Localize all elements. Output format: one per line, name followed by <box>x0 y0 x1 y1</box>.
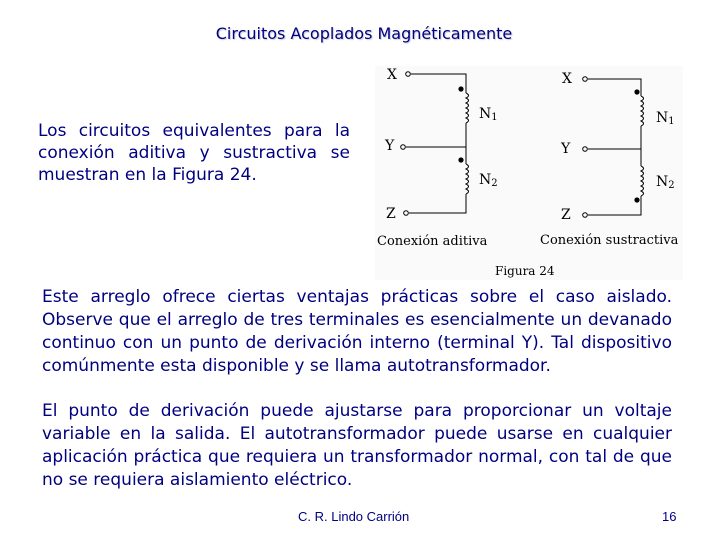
wire-z-left <box>409 194 466 213</box>
terminal-y-right-node <box>583 147 588 152</box>
coil-n1-left <box>466 93 469 123</box>
footer-author: C. R. Lindo Carrión <box>298 509 410 524</box>
caption-sustractiva: Conexión sustractiva <box>540 233 679 248</box>
label-n2-right: N2 <box>656 174 675 191</box>
label-z-right: Z <box>561 207 571 223</box>
label-y-left: Y <box>385 138 395 154</box>
label-z-left: Z <box>386 206 396 222</box>
coil-n2-right <box>641 166 644 196</box>
coil-n2-left <box>466 164 469 194</box>
coil-n1-right <box>641 96 644 126</box>
autotransformer-diagram <box>375 66 683 280</box>
intro-text: Los circuitos equivalentes para la conexión aditiva y sustractiva se muestran en la Figura 24. <box>38 121 350 185</box>
terminal-x-right-node <box>583 77 588 82</box>
wire-x-left <box>411 74 466 93</box>
label-n2-left: N2 <box>479 172 498 189</box>
page-number: 16 <box>662 509 677 524</box>
paragraph-variable-voltage: El punto de derivación puede ajustarse para proporcionar un voltaje variable en la salida. El autotransformador puede usarse en cualquier aplicación práctica que requiera un transformador normal, con tal de que no se requiera aislamiento eléctrico. <box>42 401 672 490</box>
terminal-z-right-node <box>583 213 588 218</box>
figure-label: Figura 24 <box>495 264 555 278</box>
figure-24 <box>375 66 683 280</box>
label-n1-left: N1 <box>479 106 498 123</box>
slide-title: Circuitos Acoplados Magnéticamente <box>215 24 513 43</box>
caption-aditiva: Conexión aditiva <box>377 234 488 249</box>
polarity-dot-n1-left <box>458 86 463 91</box>
label-y-right: Y <box>561 141 571 157</box>
label-x-left: X <box>387 67 397 83</box>
polarity-dot-n1-right <box>634 89 639 94</box>
terminal-y-left-node <box>401 145 406 150</box>
label-x-right: X <box>562 71 572 87</box>
paragraph-autotransformer: Este arreglo ofrece ciertas ventajas prácticas sobre el caso aislado. Observe que el arreglo de tres terminales es esencialmente un devanado continuo con un punto de derivación interno (terminal Y). Tal dispositivo comúnmente esta disponible y se llama autotransformador. <box>42 287 672 376</box>
polarity-dot-n2-left <box>458 157 463 162</box>
terminal-x-left-node <box>406 72 411 77</box>
terminal-z-left-node <box>404 211 409 216</box>
wire-z-right <box>588 196 641 215</box>
label-n1-right: N1 <box>656 110 675 127</box>
wire-x-right <box>588 79 641 96</box>
polarity-dot-n2-right <box>634 197 639 202</box>
